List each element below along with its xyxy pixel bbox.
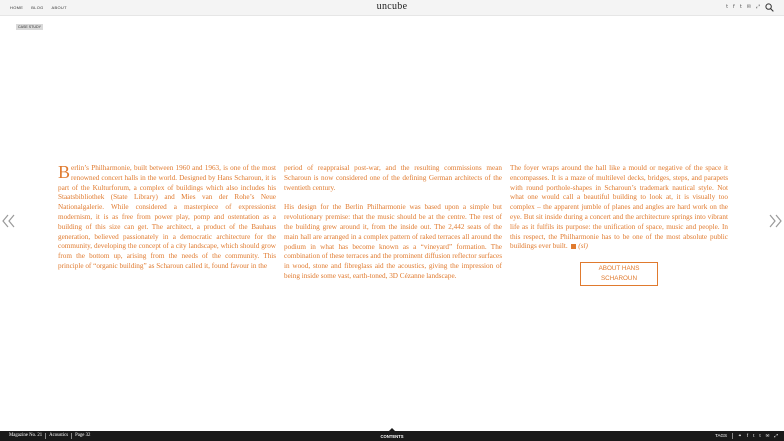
- article-column-2: [284, 164, 502, 292]
- about-hans-scharoun-button[interactable]: ABOUT HANS SCHAROUN: [580, 262, 658, 286]
- nav-blog[interactable]: BLOG: [31, 5, 44, 10]
- page-number: Page 32: [75, 433, 91, 438]
- paragraph-text: The foyer wraps around the hall like a mould or negative of the space it encompasses. It is a maze of multilevel decks, bridges, steps, and parapets with round porthole-shapes in Scharoun’s trademark nautical style. Not what one would call a beautiful building to look at, it is visually too complex – the apparent jumble of planes and angles are hard work on the eye. But sit inside during a concert and the architecture springs into vibrant life as it fulfils its purpose: the unification of space, music and people. In this respect, the Philharmonie has to be one of the most absolute public buildings ever built.: [510, 164, 728, 251]
- email-icon[interactable]: ✉: [765, 432, 770, 438]
- end-mark-icon: [571, 244, 576, 249]
- article-paragraph: [58, 164, 276, 272]
- chevron-up-icon[interactable]: [389, 428, 395, 431]
- twitter-icon[interactable]: t: [753, 433, 755, 438]
- tags-button[interactable]: TAGS: [715, 433, 728, 438]
- site-logo[interactable]: uncube: [376, 1, 408, 12]
- divider: [732, 433, 733, 439]
- drop-cap: B: [58, 162, 71, 182]
- link-icon[interactable]: ⚭: [738, 432, 742, 438]
- article-column-1: [58, 164, 276, 282]
- tumblr-icon[interactable]: t: [759, 433, 761, 438]
- share-icon[interactable]: ⤢: [755, 4, 760, 10]
- magazine-number[interactable]: Magazine No. 21: [9, 433, 43, 438]
- paragraph-text: erlin’s Philharmonie, built between 1960 and 1963, is one of the most renowned concert halls in the world. Designed by Hans Scharoun, it is part of the Kulturforum, a complex of buildings which also includes his Staatsbibliothek (State Library) and Mies van der Rohe’s Neue Nationalgalerie. While considered a masterpiece of expressionist modernism, it is as free from power play, pomp and ostentation as a building of this size can get. The architect, a product of the Bauhaus generation, believed passionately in a democratic architecture for the community, developing the concept of a city landscape, which should grow from the bottom up, arising from the needs of the community. This principle of “organic building” as Scharoun called it, found favour in the: [58, 164, 276, 270]
- article-paragraph: period of reappraisal post-war, and the resulting commissions mean Scharoun is now considered one of the defining German architects of the twentieth century.: [284, 164, 502, 192]
- facebook-icon[interactable]: f: [733, 4, 735, 10]
- category-badge: CASE STUDY: [18, 25, 41, 29]
- tumblr-icon[interactable]: t: [739, 4, 742, 10]
- article-paragraph: [510, 164, 728, 252]
- nav-about[interactable]: ABOUT: [51, 5, 67, 10]
- twitter-icon[interactable]: t: [726, 4, 729, 10]
- author-initials: (sl): [578, 242, 588, 251]
- bottom-bar: [0, 431, 784, 441]
- nav-home[interactable]: HOME: [10, 5, 24, 10]
- top-bar: [0, 0, 784, 16]
- issue-title[interactable]: Acoustics: [49, 433, 69, 438]
- search-icon[interactable]: [765, 3, 774, 12]
- email-icon[interactable]: ✉: [746, 4, 751, 10]
- article-paragraph: His design for the Berlin Philharmonie was based upon a simple but revolutionary premise: that the music should be at the centre. The rest of the building grew around it, from the inside out. The 2,442 seats of the main hall are arranged in a complex pattern of raked terraces all around the podium in what has become known as a “vineyard” formation. The combination of these terraces and the prominent diffusion reflector surfaces in wood, stone and fibreglass aid the acoustics, giving the impression of being inside some vast, earth-toned, 3D Cézanne landscape.: [284, 203, 502, 280]
- next-page-arrow-icon[interactable]: [768, 213, 782, 229]
- share-icons: [726, 4, 760, 10]
- contents-button[interactable]: CONTENTS: [380, 433, 404, 439]
- article-column-3: [510, 164, 728, 286]
- footer-tools: [715, 433, 778, 439]
- facebook-icon[interactable]: f: [746, 433, 749, 438]
- fullscreen-icon[interactable]: ⤢: [774, 433, 778, 438]
- previous-page-arrow-icon[interactable]: [2, 213, 16, 229]
